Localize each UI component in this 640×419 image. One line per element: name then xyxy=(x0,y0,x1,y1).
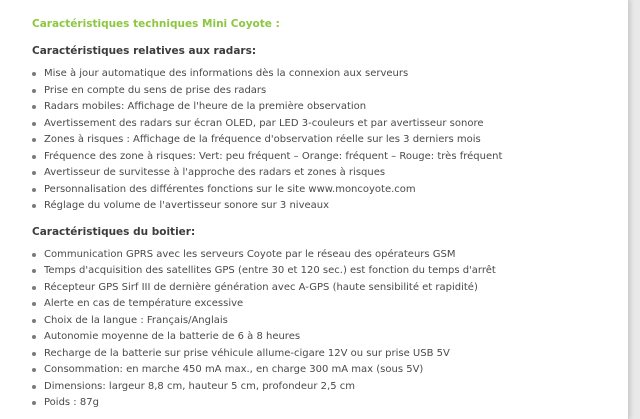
bullet-icon xyxy=(32,122,36,126)
list-item-text: Choix de la langue : Français/Anglais xyxy=(44,314,228,326)
list-item xyxy=(32,263,622,280)
bullet-icon xyxy=(32,401,36,405)
list-item xyxy=(32,66,622,83)
list-item xyxy=(32,329,622,346)
list-item-text: Personnalisation des différentes fonctions sur le site www.moncoyote.com xyxy=(44,183,416,195)
list-item-text: Radars mobiles: Affichage de l'heure de la première observation xyxy=(44,101,367,112)
list-item-text: Zones à risques : Affichage de la fréquence d'observation réelle sur les 3 derniers mois xyxy=(44,134,481,145)
list-item-text: Consommation: en marche 450 mA max., en charge 300 mA max (sous 5V) xyxy=(44,364,424,375)
list-item-text: Mise à jour automatique des informations dès la connexion aux serveurs xyxy=(44,68,409,79)
list-item xyxy=(32,280,622,297)
bullet-icon xyxy=(32,72,36,76)
list-item-text: Avertissement des radars sur écran OLED, par LED 3-couleurs et par avertisseur sonore xyxy=(44,117,484,129)
list-item-text: Prise en compte du sens de prise des radars xyxy=(44,84,267,96)
list-item-text: Alerte en cas de température excessive xyxy=(44,298,244,309)
bullet-icon xyxy=(32,155,36,159)
list-item xyxy=(32,132,622,149)
boitier-features-list xyxy=(32,247,622,412)
list-item-text: Réglage du volume de l'avertisseur sonore sur 3 niveaux xyxy=(44,200,330,211)
list-item-text: Récepteur GPS Sirf III de dernière génération avec A-GPS (haute sensibilité et rapidité) xyxy=(44,281,478,293)
list-item xyxy=(32,198,622,215)
section-spacer xyxy=(32,215,622,224)
bullet-icon xyxy=(32,385,36,389)
bullet-icon xyxy=(32,188,36,192)
list-item xyxy=(32,379,622,396)
bullet-icon xyxy=(32,171,36,175)
list-item xyxy=(32,182,622,199)
list-item-text: Dimensions: largeur 8,8 cm, hauteur 5 cm, profondeur 2,5 cm xyxy=(44,380,355,392)
list-item xyxy=(32,346,622,363)
bullet-icon xyxy=(32,319,36,323)
list-item-text: Poids : 87g xyxy=(44,397,99,408)
list-item xyxy=(32,165,622,182)
list-item xyxy=(32,395,622,412)
bullet-icon xyxy=(32,204,36,208)
list-item xyxy=(32,149,622,166)
bullet-icon xyxy=(32,253,36,257)
list-item xyxy=(32,313,622,330)
section-heading-radars: Caractéristiques relatives aux radars: xyxy=(32,45,257,57)
list-item xyxy=(32,247,622,264)
bullet-icon xyxy=(32,302,36,306)
bullet-icon xyxy=(32,368,36,372)
list-item xyxy=(32,99,622,116)
bullet-icon xyxy=(32,335,36,339)
bullet-icon xyxy=(32,269,36,273)
list-item-text: Autonomie moyenne de la batterie de 6 à 8 heures xyxy=(44,331,301,342)
bullet-icon xyxy=(32,352,36,356)
bullet-icon xyxy=(32,138,36,142)
bullet-icon xyxy=(32,286,36,290)
list-item xyxy=(32,83,622,100)
spec-content xyxy=(32,16,622,412)
list-item xyxy=(32,116,622,133)
page-title: Caractéristiques techniques Mini Coyote : xyxy=(32,18,280,30)
bullet-icon xyxy=(32,105,36,109)
list-item-text: Communication GPRS avec les serveurs Coyote par le réseau des opérateurs GSM xyxy=(44,248,456,260)
list-item-text: Recharge de la batterie sur prise véhicule allume-cigare 12V ou sur prise USB 5V xyxy=(44,347,450,359)
radar-features-list xyxy=(32,66,622,215)
section-heading-boitier: Caractéristiques du boitier: xyxy=(32,225,196,238)
list-item xyxy=(32,362,622,379)
list-item-text: Fréquence des zone à risques: Vert: peu fréquent – Orange: fréquent – Rouge: très fréquent xyxy=(44,150,503,162)
list-item xyxy=(32,296,622,313)
list-item-text: Avertisseur de survitesse à l'approche des radars et zones à risques xyxy=(44,167,386,178)
list-item-text: Temps d'acquisition des satellites GPS (entre 30 et 120 sec.) est fonction du temps d'arrêt xyxy=(44,265,496,276)
bullet-icon xyxy=(32,89,36,93)
